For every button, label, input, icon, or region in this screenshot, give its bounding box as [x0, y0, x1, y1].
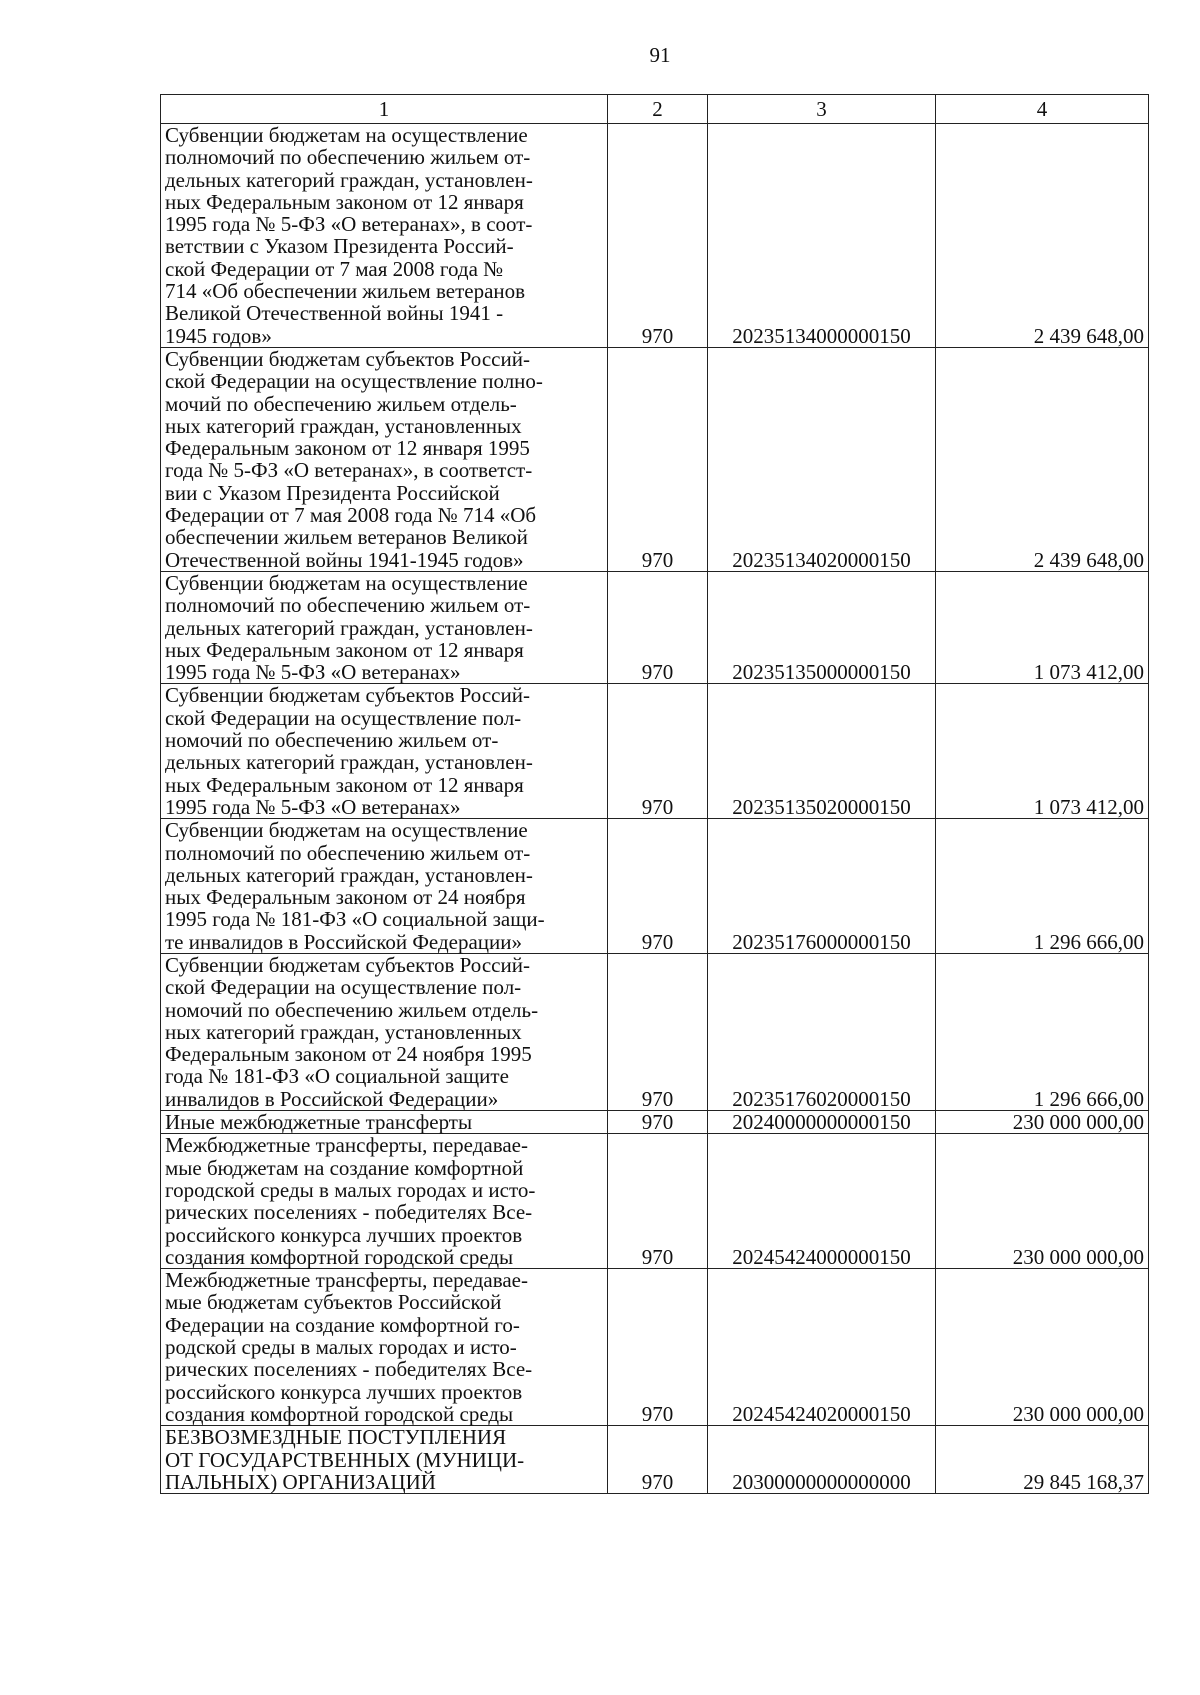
- row-name-cell: Субвенции бюджетам на осуществление полномочий по обеспечению жильем от- дельных категорий граждан, установлен- ных Федеральным законом от 24 ноября 1995 года № 181-ФЗ «О социальной защи- те инвалидов в Российской Федерации»: [161, 819, 608, 954]
- table-row: [161, 124, 1149, 348]
- table-row: [161, 1426, 1149, 1494]
- page-number: 91: [649, 43, 671, 67]
- row-code-cell: 970: [608, 1111, 708, 1134]
- row-kbk-cell: 20235134000000150: [708, 124, 936, 348]
- table-row: [161, 571, 1149, 683]
- row-kbk-cell: 20245424020000150: [708, 1269, 936, 1426]
- row-kbk-cell: 20240000000000150: [708, 1111, 936, 1134]
- row-kbk-cell: 20300000000000000: [708, 1426, 936, 1494]
- row-amount-cell: 1 296 666,00: [936, 953, 1149, 1110]
- row-amount-cell: 1 296 666,00: [936, 819, 1149, 954]
- row-kbk-cell: 20235176000000150: [708, 819, 936, 954]
- table-row: [161, 347, 1149, 571]
- row-code-cell: 970: [608, 819, 708, 954]
- row-code-cell: 970: [608, 124, 708, 348]
- row-kbk-cell: 20245424000000150: [708, 1134, 936, 1269]
- budget-revenue-table: [160, 94, 1149, 1494]
- row-name-cell: Субвенции бюджетам на осуществление полномочий по обеспечению жильем от- дельных категорий граждан, установлен- ных Федеральным законом от 12 января 1995 года № 5-ФЗ «О ветеранах»: [161, 571, 608, 683]
- row-code-cell: 970: [608, 1134, 708, 1269]
- row-amount-cell: 1 073 412,00: [936, 684, 1149, 819]
- row-name-cell: Субвенции бюджетам субъектов Россий- ской Федерации на осуществление полно- мочий по обеспечению жильем отдель- ных категорий граждан, установленных Федеральным законом от 12 января 1995 года № 5-ФЗ «О ветеранах», в соответст- вии с Указом Президента Российской Федерации от 7 мая 2008 года № 714 «Об обеспечении жильем ветеранов Великой Отечественной войны 1941-1945 годов»: [161, 347, 608, 571]
- table-row: [161, 1111, 1149, 1134]
- header-col-1: 1: [161, 95, 608, 124]
- header-col-3: 3: [708, 95, 936, 124]
- table-row: [161, 1134, 1149, 1269]
- row-kbk-cell: 20235134020000150: [708, 347, 936, 571]
- row-code-cell: 970: [608, 1269, 708, 1426]
- table-row: [161, 684, 1149, 819]
- row-amount-cell: 1 073 412,00: [936, 571, 1149, 683]
- row-name-cell: БЕЗВОЗМЕЗДНЫЕ ПОСТУПЛЕНИЯ ОТ ГОСУДАРСТВЕННЫХ (МУНИЦИ- ПАЛЬНЫХ) ОРГАНИЗАЦИЙ: [161, 1426, 608, 1494]
- row-amount-cell: 2 439 648,00: [936, 124, 1149, 348]
- row-name-cell: Межбюджетные трансферты, передавае- мые бюджетам субъектов Российской Федерации на создание комфортной го- родской среды в малых городах и исто- рических поселениях - победителях Все- российского конкурса лучших проектов создания комфортной городской среды: [161, 1269, 608, 1426]
- row-code-cell: 970: [608, 684, 708, 819]
- table-row: [161, 819, 1149, 954]
- row-amount-cell: 230 000 000,00: [936, 1134, 1149, 1269]
- row-kbk-cell: 20235135020000150: [708, 684, 936, 819]
- row-amount-cell: 29 845 168,37: [936, 1426, 1149, 1494]
- row-amount-cell: 230 000 000,00: [936, 1269, 1149, 1426]
- row-code-cell: 970: [608, 953, 708, 1110]
- table-header-row: [161, 95, 1149, 124]
- row-kbk-cell: 20235176020000150: [708, 953, 936, 1110]
- row-code-cell: 970: [608, 1426, 708, 1494]
- header-col-4: 4: [936, 95, 1149, 124]
- row-name-cell: Субвенции бюджетам на осуществление полномочий по обеспечению жильем от- дельных категорий граждан, установлен- ных Федеральным законом от 12 января 1995 года № 5-ФЗ «О ветеранах», в соот- ветствии с Указом Президента Россий- ской Федерации от 7 мая 2008 года № 714 «Об обеспечении жильем ветеранов Великой Отечественной войны 1941 - 1945 годов»: [161, 124, 608, 348]
- row-code-cell: 970: [608, 347, 708, 571]
- row-name-cell: Субвенции бюджетам субъектов Россий- ской Федерации на осуществление пол- номочий по обеспечению жильем от- дельных категорий граждан, установлен- ных Федеральным законом от 12 января 1995 года № 5-ФЗ «О ветеранах»: [161, 684, 608, 819]
- row-amount-cell: 230 000 000,00: [936, 1111, 1149, 1134]
- row-amount-cell: 2 439 648,00: [936, 347, 1149, 571]
- row-kbk-cell: 20235135000000150: [708, 571, 936, 683]
- row-code-cell: 970: [608, 571, 708, 683]
- row-name-cell: Субвенции бюджетам субъектов Россий- ской Федерации на осуществление пол- номочий по обеспечению жильем отдель- ных категорий граждан, установленных Федеральным законом от 24 ноября 1995 года № 181-ФЗ «О социальной защите инвалидов в Российской Федерации»: [161, 953, 608, 1110]
- table-row: [161, 953, 1149, 1110]
- row-name-cell: Межбюджетные трансферты, передавае- мые бюджетам на создание комфортной городской среды в малых городах и исто- рических поселениях - победителях Все- российского конкурса лучших проектов создания комфортной городской среды: [161, 1134, 608, 1269]
- table-row: [161, 1269, 1149, 1426]
- header-col-2: 2: [608, 95, 708, 124]
- row-name-cell: Иные межбюджетные трансферты: [161, 1111, 608, 1134]
